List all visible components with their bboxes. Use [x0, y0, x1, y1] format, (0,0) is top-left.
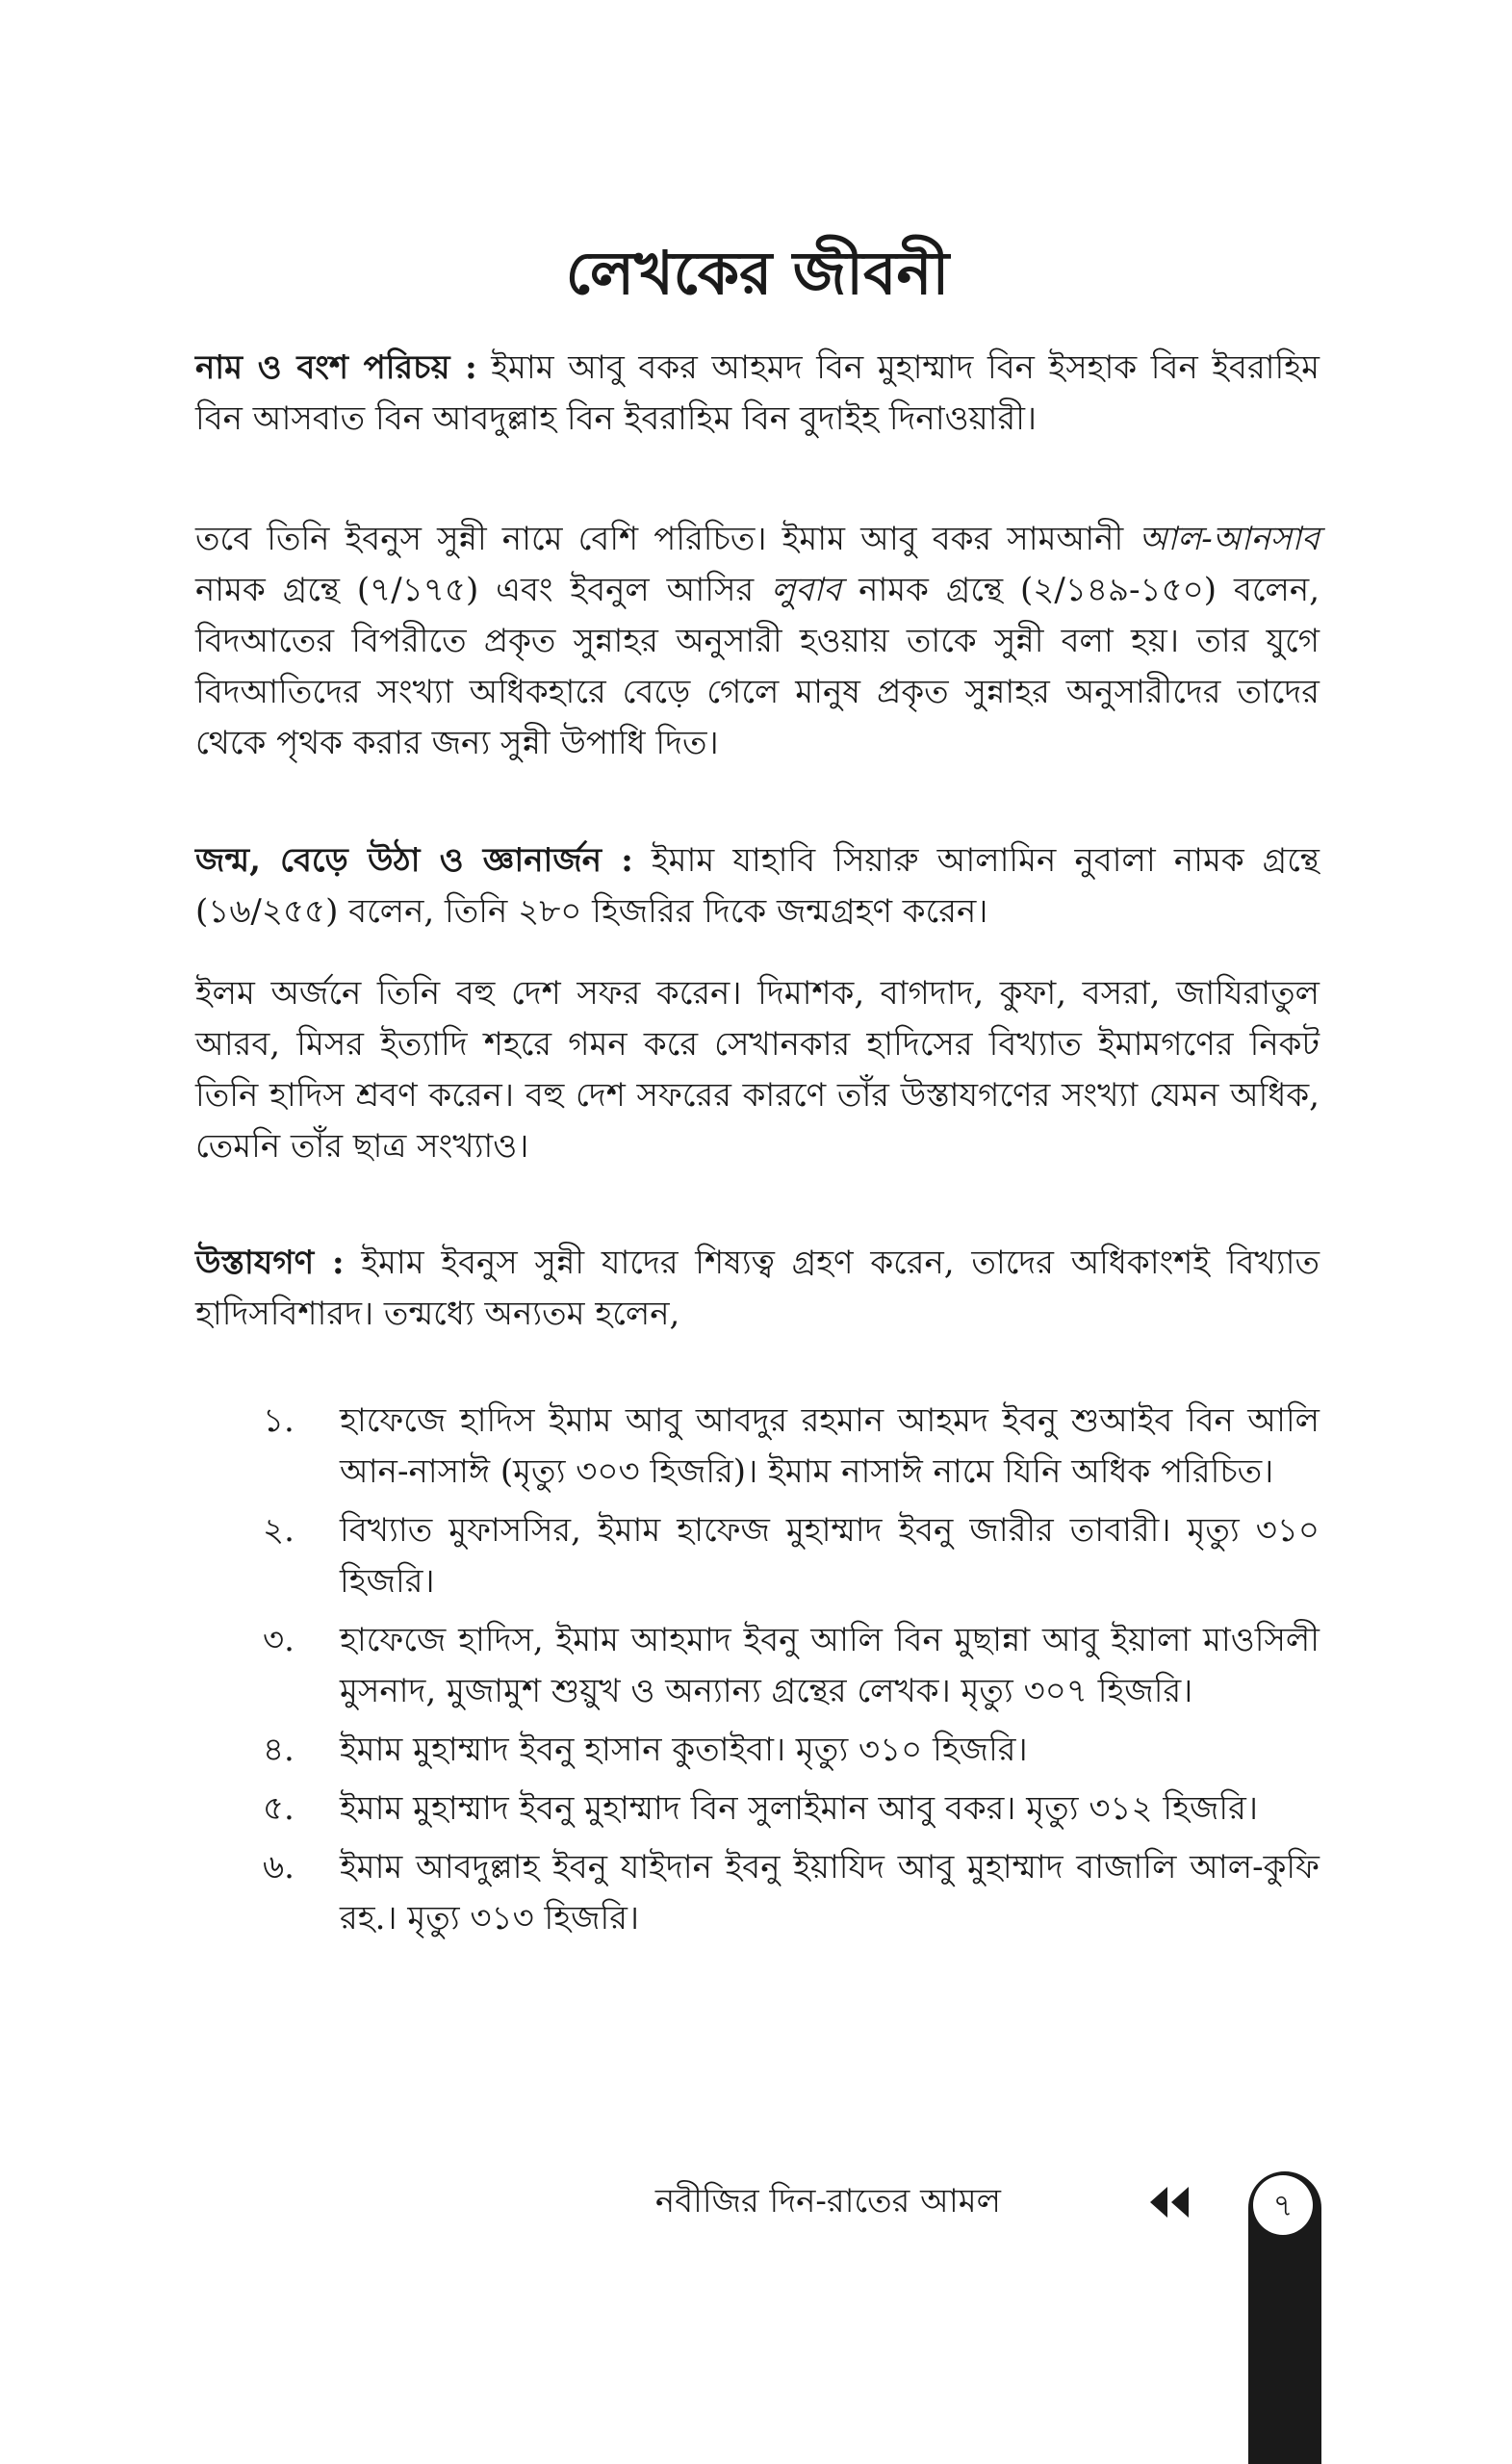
- travel-paragraph: ইলম অর্জনে তিনি বহু দেশ সফর করেন। দিমাশক, বাগদাদ, কুফা, বসরা, জাযিরাতুল আরব, মিসর ইত্যাদি শহরে গমন করে সেখানকার হাদিসের বিখ্যাত ইমামগণের নিকট তিনি হাদিস শ্রবণ করেন। বহু দেশ সফরের কারণে তাঁর উস্তাযগণের সংখ্যা যেমন অধিক, তেমনি তাঁর ছাত্র সংখ্যাও।: [195, 974, 1320, 1166]
- list-item-text: ইমাম আবদুল্লাহ ইবনু যাইদান ইবনু ইয়াযিদ আবু মুহাম্মাদ বাজালি আল-কুফি রহ.। মৃত্যু ৩১৩ হিজরি।: [340, 1848, 1320, 1938]
- list-item-text: বিখ্যাত মুফাসসির, ইমাম হাফেজ মুহাম্মাদ ইবনু জারীর তাবারী। মৃত্যু ৩১০ হিজরি।: [340, 1511, 1320, 1601]
- teachers-heading: উস্তাযগণ :: [195, 1244, 345, 1282]
- birth-text: ইমাম যাহাবি সিয়ারু আলামিন নুবালা নামক গ্রন্থে (১৬/২৫৫) বলেন, তিনি ২৮০ হিজরির দিকে জন্মগ্রহণ করেন।: [195, 841, 1320, 931]
- double-left-arrow-icon: [1148, 2185, 1191, 2220]
- known-as-text-1: তবে তিনি ইবনুস সুন্নী নামে বেশি পরিচিত। ইমাম আবু বকর সামআনী: [195, 520, 1140, 558]
- list-item: [263, 1615, 1320, 1717]
- list-item: [263, 1784, 1320, 1835]
- known-as-text-2: নামক গ্রন্থে (৭/১৭৫) এবং ইবনুল আসির: [195, 571, 772, 609]
- known-as-paragraph: [195, 514, 1320, 769]
- footer-book-title: নবীজির দিন-রাতের আমল: [654, 2182, 1001, 2220]
- teachers-paragraph: [195, 1238, 1320, 1340]
- list-item-number: ৫.: [263, 1789, 295, 1828]
- list-item-number: ৬.: [263, 1848, 295, 1886]
- teachers-list: [263, 1396, 1320, 1952]
- list-item: [263, 1725, 1320, 1776]
- list-item: [263, 1505, 1320, 1607]
- birth-paragraph: [195, 835, 1320, 937]
- book-title-lubab: লুবাব: [771, 571, 842, 609]
- list-item-text: ইমাম মুহাম্মাদ ইবনু হাসান কুতাইবা। মৃত্যু ৩১০ হিজরি।: [340, 1731, 1028, 1769]
- list-item-number: ২.: [263, 1511, 295, 1550]
- list-item: [263, 1396, 1320, 1498]
- list-item-text: হাফেজে হাদিস ইমাম আবু আবদুর রহমান আহমদ ইবনু শুআইব বিন আলি আন-নাসাঈ (মৃত্যু ৩০৩ হিজরি)। ইমাম নাসাঈ নামে যিনি অধিক পরিচিত।: [340, 1401, 1320, 1491]
- known-as-text-3: নামক গ্রন্থে (২/১৪৯-১৫০) বলেন, বিদআতের বিপরীতে প্রকৃত সুন্নাহর অনুসারী হওয়ায় তাকে সুন্নী বলা হয়। তার যুগে বিদআতিদের সংখ্যা অধিকহারে বেড়ে গেলে মানুষ প্রকৃত সুন্নাহর অনুসারীদের তাদের থেকে পৃথক করার জন্য সুন্নী উপাধি দিত।: [195, 571, 1320, 762]
- list-item-number: ৪.: [263, 1731, 295, 1769]
- list-item: [263, 1842, 1320, 1944]
- list-item-number: ৩.: [263, 1621, 295, 1659]
- list-item-text: হাফেজে হাদিস, ইমাম আহমাদ ইবনু আলি বিন মুছান্না আবু ইয়ালা মাওসিলী মুসনাদ, মুজামুশ শুয়ুখ ও অন্যান্য গ্রন্থের লেখক। মৃত্যু ৩০৭ হিজরি।: [340, 1621, 1320, 1710]
- page-number: ৭: [1253, 2175, 1313, 2235]
- list-item-number: ১.: [263, 1401, 295, 1440]
- name-lineage-paragraph: [195, 343, 1320, 445]
- name-lineage-text: ইমাম আবু বকর আহমদ বিন মুহাম্মাদ বিন ইসহাক বিন ইবরাহিম বিন আসবাত বিন আবদুল্লাহ বিন ইবরাহিম বিন বুদাইহ দিনাওয়ারী।: [195, 348, 1320, 438]
- name-lineage-heading: নাম ও বংশ পরিচয় :: [195, 348, 477, 387]
- book-title-al-ansab: আল-আনসাব: [1139, 520, 1320, 558]
- page-title: লেখকের জীবনী: [565, 238, 950, 308]
- birth-heading: জন্ম, বেড়ে উঠা ও জ্ঞানার্জন :: [195, 841, 633, 880]
- teachers-intro-text: ইমাম ইবনুস সুন্নী যাদের শিষ্যত্ব গ্রহণ করেন, তাদের অধিকাংশই বিখ্যাত হাদিসবিশারদ। তন্মধ্যে অন্যতম হলেন,: [195, 1244, 1320, 1333]
- list-item-text: ইমাম মুহাম্মাদ ইবনু মুহাম্মাদ বিন সুলাইমান আবু বকর। মৃত্যু ৩১২ হিজরি।: [340, 1789, 1259, 1828]
